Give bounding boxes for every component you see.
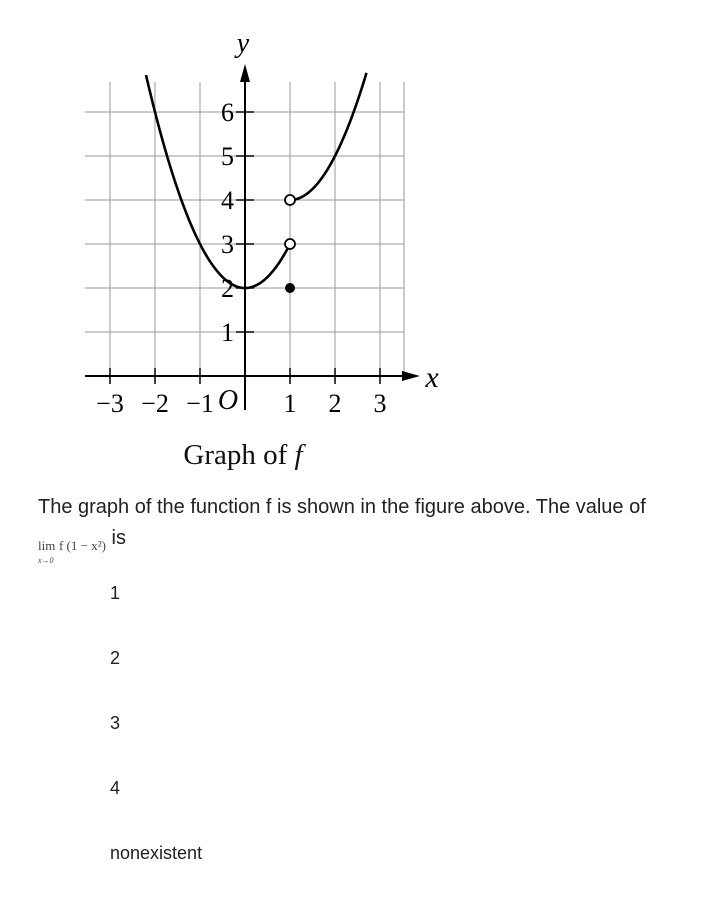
origin-label: O xyxy=(217,385,239,416)
y-tick-label: 2 xyxy=(221,274,234,303)
y-tick-label: 1 xyxy=(221,318,234,347)
limit-expression xyxy=(38,530,106,565)
option-4[interactable]: 4 xyxy=(110,778,121,798)
question-text xyxy=(38,492,718,565)
x-tick-label: −1 xyxy=(186,389,214,418)
y-tick-label: 6 xyxy=(221,98,234,127)
y-tick-label: 5 xyxy=(221,142,234,171)
question-stem: The graph of the function f is shown in the figure above. The value of xyxy=(38,496,646,518)
x-axis-arrow xyxy=(402,371,420,381)
x-tick-label: 2 xyxy=(328,389,342,418)
chart-title: Graph of f xyxy=(183,439,303,471)
y-tick-label: 3 xyxy=(221,230,234,259)
y-axis-label: y xyxy=(236,28,250,59)
y-axis-arrow xyxy=(240,64,250,82)
x-tick-label: −3 xyxy=(96,389,124,418)
curve-segment-2 xyxy=(290,73,367,200)
x-tick-label: 1 xyxy=(283,389,297,418)
limit-subscript: x→0 xyxy=(38,556,54,565)
answer-options xyxy=(110,583,202,908)
filled-point xyxy=(285,283,295,293)
option-1[interactable]: 1 xyxy=(110,583,121,603)
y-tick-label: 4 xyxy=(221,186,234,215)
open-point xyxy=(285,195,295,205)
question-suffix: is xyxy=(111,527,126,549)
curve-segment-1 xyxy=(146,75,290,288)
option-nonexistent[interactable]: nonexistent xyxy=(110,843,203,863)
limit-word: lim xyxy=(38,538,56,553)
option-2[interactable]: 2 xyxy=(110,648,121,668)
x-tick-label: −2 xyxy=(141,389,169,418)
limit-body: f (1 − x²) xyxy=(58,538,106,553)
x-tick-label: 3 xyxy=(373,389,387,418)
option-3[interactable]: 3 xyxy=(110,713,121,733)
open-point xyxy=(285,239,295,249)
x-axis-label: x xyxy=(425,361,439,394)
